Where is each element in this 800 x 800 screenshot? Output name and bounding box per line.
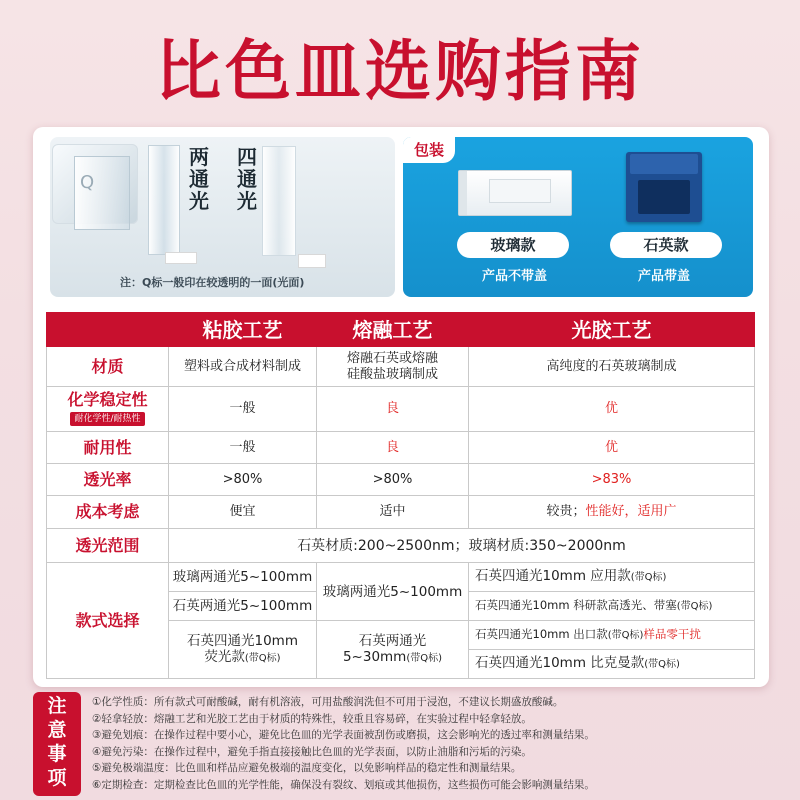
glass-type-pill: 玻璃款	[457, 232, 569, 258]
table-cell: 玻璃两通光5~100mm	[169, 563, 317, 592]
table-cell: 优	[469, 432, 755, 464]
table-cell: 石英四通光10mm 荧光款(带Q标)	[169, 621, 317, 679]
row-label: 成本考虑	[47, 496, 169, 529]
table-cell: 石英四通光10mm 比克曼款(带Q标)	[469, 650, 755, 679]
cuvette-base	[298, 254, 326, 268]
glass-type-note: 产品不带盖	[482, 269, 548, 284]
table-cell: 一般	[169, 387, 317, 432]
table-row	[47, 387, 755, 432]
note-item: ③避免划痕：在操作过程中要小心，避免比色皿的光学表面被刮伤或磨损，这会影响光的透过率和测量结果。	[92, 729, 595, 741]
page-title: 比色皿选购指南	[155, 33, 645, 110]
table-cell: 塑料或合成材料制成	[169, 347, 317, 387]
table-cell: >83%	[469, 464, 755, 496]
table-row	[47, 496, 755, 529]
table-cell: 高纯度的石英玻璃制成	[469, 347, 755, 387]
table-row	[47, 347, 755, 387]
note-item: ①化学性质：所有款式可耐酸碱，耐有机溶液，可用盐酸润洗但不可用于浸泡，不建议长期盛放酸碱。	[92, 696, 564, 708]
table-row	[47, 464, 755, 496]
table-cell: 适中	[317, 496, 469, 529]
note-item: ②轻拿轻放：熔融工艺和光胶工艺由于材质的特殊性，较重且容易碎，在实验过程中轻拿轻放。	[92, 712, 532, 725]
cuvette-base	[165, 252, 197, 264]
label-four-window: 四通光	[237, 145, 257, 213]
table-cell: >80%	[169, 464, 317, 496]
row-label: 款式选择	[47, 563, 169, 679]
label-two-window: 两通光	[189, 145, 209, 213]
note-item: ⑥定期检查：定期检查比色皿的光学性能，确保没有裂纹、划痕或其他损伤，这些损伤可能会影响测量结果。	[92, 778, 595, 791]
row-label: 耐用性	[47, 432, 169, 464]
q-mark-note: 注：Q标一般印在较透明的一面(光面)	[120, 276, 305, 289]
table-cell: 良	[317, 387, 469, 432]
table-cell: 石英四通光10mm 应用款(带Q标)	[469, 563, 755, 592]
table-cell: 较贵；性能好，适用广	[469, 496, 755, 529]
table-cell: 石英两通光5~100mm	[169, 592, 317, 621]
quartz-type-note: 产品带盖	[638, 269, 691, 284]
header-optical-contact: 光胶工艺	[469, 313, 755, 347]
quartz-type-pill: 石英款	[610, 232, 722, 258]
header-adhesive: 粘胶工艺	[169, 313, 317, 347]
table-row	[47, 529, 755, 563]
chem-badge: 耐化学性/耐热性	[70, 412, 144, 426]
row-label: 材质	[47, 347, 169, 387]
notes-list	[92, 694, 792, 793]
header-fusion: 熔融工艺	[317, 313, 469, 347]
table-header-row	[47, 313, 755, 347]
q-mark-icon: Q	[80, 172, 95, 193]
table-cell: 石英两通光 5~30mm(带Q标)	[317, 621, 469, 679]
row-label: 化学稳定性 耐化学性/耐热性	[47, 387, 169, 432]
cuvette-zoom-inset	[52, 144, 138, 224]
table-cell: 熔融石英或熔融 硅酸盐玻璃制成	[317, 347, 469, 387]
note-item: ⑤避免极端温度：比色皿和样品应避免极端的温度变化，以免影响样品的稳定性和测量结果。	[92, 762, 522, 774]
table-cell: 一般	[169, 432, 317, 464]
row-label: 透光率	[47, 464, 169, 496]
quartz-package-image	[626, 152, 702, 222]
glass-package-image	[458, 170, 572, 216]
table-cell: >80%	[317, 464, 469, 496]
notes-tag: 注 意 事 项	[33, 692, 81, 796]
table-cell: 优	[469, 387, 755, 432]
table-cell: 石英四通光10mm 科研款高透光、带塞(带Q标)	[469, 592, 755, 621]
table-cell: 玻璃两通光5~100mm	[317, 563, 469, 621]
packaging-tag: 包装	[403, 137, 455, 163]
table-cell: 良	[317, 432, 469, 464]
table-cell: 石英材质:200~2500nm；玻璃材质:350~2000nm	[169, 529, 755, 563]
cuvette-zoom-glass	[74, 156, 130, 230]
table-row	[47, 432, 755, 464]
table-cell: 便宜	[169, 496, 317, 529]
four-window-cuvette-image	[262, 146, 296, 256]
two-window-cuvette-image	[148, 145, 180, 255]
table-row	[47, 563, 755, 592]
table-cell: 石英四通光10mm 出口款(带Q标)样品零干扰	[469, 621, 755, 650]
note-item: ④避免污染：在操作过程中，避免手指直接接触比色皿的光学表面，以防止油脂和污垢的污染。	[92, 745, 532, 758]
row-label: 透光范围	[47, 529, 169, 563]
comparison-table	[46, 312, 755, 679]
header-empty	[47, 313, 169, 347]
